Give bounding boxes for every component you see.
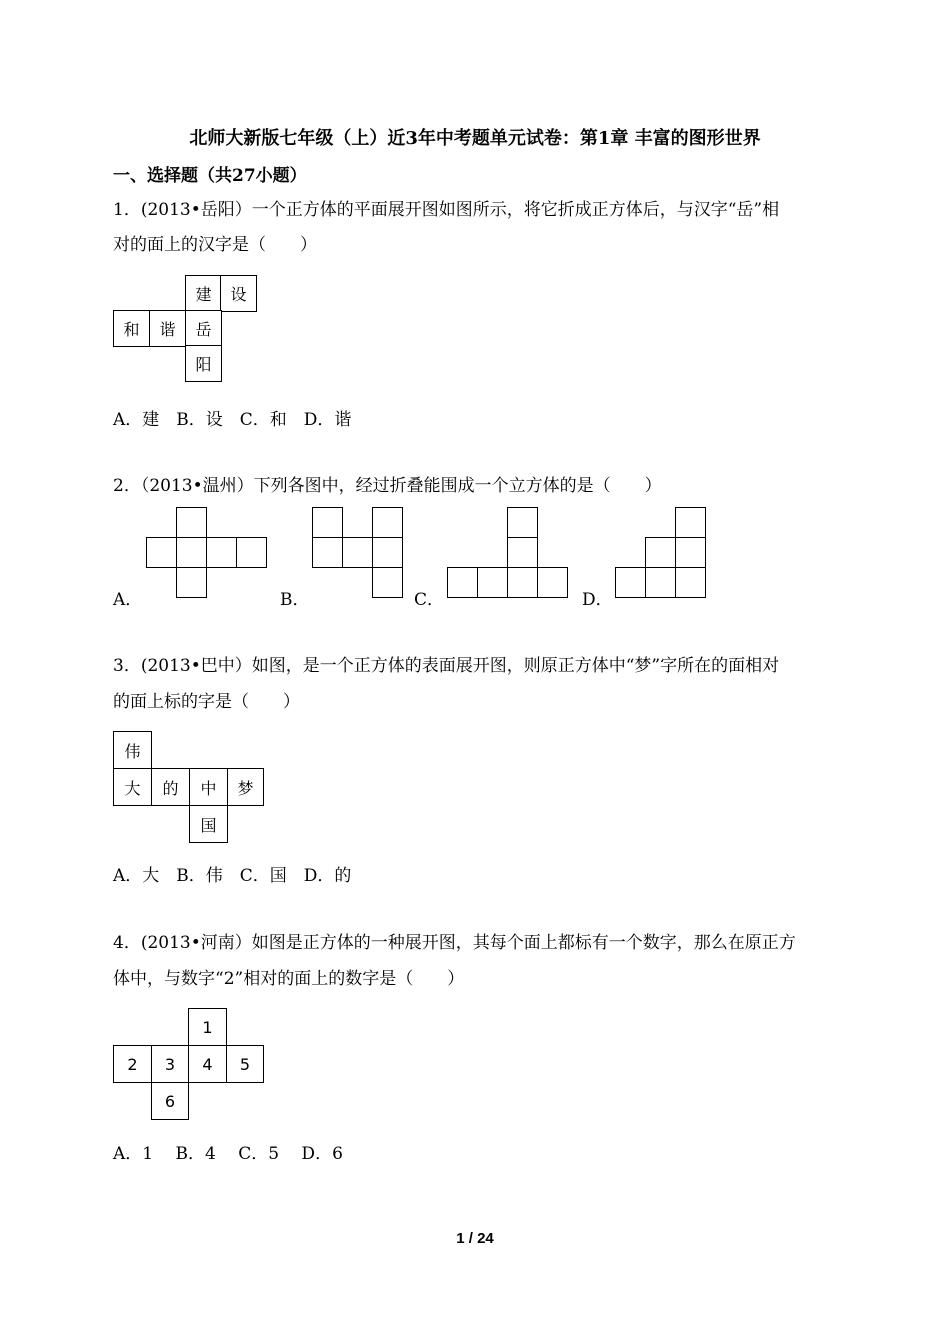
q3-cell: 梦: [227, 768, 264, 806]
q2-text-line1: 2．（2013•温州）下列各图中，经过折叠能围成一个立方体的是（ ）: [113, 476, 662, 496]
q2-option-a-label: A．: [113, 590, 143, 610]
q3-cell: 的: [151, 768, 190, 806]
net-square: [675, 567, 706, 598]
q4-text-line1: 4．(2013•河南）如图是正方体的一种展开图，其每个面上都标有一个数字，那么在原正方: [113, 933, 796, 953]
document-title: 北师大新版七年级（上）近3年中考题单元试卷：第1章 丰富的图形世界: [189, 128, 761, 149]
q1-options: A．建 B．设 C．和 D．谐: [113, 410, 352, 430]
q2-option-d-label: D．: [582, 590, 613, 610]
q4-cell: 6: [151, 1082, 189, 1120]
q1-cell: 设: [220, 275, 257, 312]
q1-text-line2: 对的面上的汉字是（ ）: [113, 235, 317, 255]
q3-options: A．大 B．伟 C．国 D．的: [113, 866, 352, 886]
net-square: [447, 567, 478, 598]
net-square: [342, 537, 373, 568]
q3-text-line2: 的面上标的字是（ ）: [113, 692, 300, 712]
net-square: [645, 567, 676, 598]
net-square: [537, 567, 568, 598]
q3-cell: 大: [113, 768, 152, 806]
page-number: 1 / 24: [456, 1230, 494, 1247]
q2-option-b-label: B．: [280, 590, 310, 610]
net-square: [176, 567, 207, 598]
net-square: [206, 537, 237, 568]
q4-cell: 1: [188, 1008, 227, 1046]
net-square: [477, 567, 508, 598]
q1-text-line1: 1．(2013•岳阳）一个正方体的平面展开图如图所示，将它折成正方体后，与汉字“岳”相: [113, 200, 780, 220]
net-square: [372, 507, 403, 538]
q3-cell: 伟: [113, 731, 152, 769]
q4-options: A．1 B．4 C．5 D．6: [113, 1144, 343, 1164]
net-square: [615, 567, 646, 598]
q1-cell: 阳: [185, 345, 222, 382]
q4-cell: 3: [151, 1045, 189, 1083]
q4-cell: 4: [188, 1045, 227, 1083]
net-square: [312, 537, 343, 568]
q1-cell: 岳: [185, 310, 222, 347]
net-square: [176, 507, 207, 538]
net-square: [507, 567, 538, 598]
q1-cell: 和: [113, 310, 150, 347]
net-square: [176, 537, 207, 568]
q1-cell: 谐: [149, 310, 186, 347]
q2-option-c-label: C．: [414, 590, 445, 610]
q3-text-line1: 3．(2013•巴中）如图，是一个正方体的表面展开图，则原正方体中“梦”字所在的面相对: [113, 656, 780, 676]
q4-text-line2: 体中，与数字“2”相对的面上的数字是（ ）: [113, 969, 465, 989]
net-square: [236, 537, 267, 568]
net-square: [507, 507, 538, 538]
net-square: [507, 537, 538, 568]
q3-cell: 中: [189, 768, 228, 806]
net-square: [372, 567, 403, 598]
net-square: [372, 537, 403, 568]
q4-cell: 5: [226, 1045, 264, 1083]
q1-cell: 建: [185, 275, 222, 312]
net-square: [675, 537, 706, 568]
section-heading: 一、选择题（共27小题）: [113, 166, 307, 186]
net-square: [645, 537, 676, 568]
net-square: [146, 537, 177, 568]
net-square: [675, 507, 706, 538]
net-square: [312, 507, 343, 538]
q3-cell: 国: [189, 805, 228, 843]
q4-cell: 2: [113, 1045, 152, 1083]
